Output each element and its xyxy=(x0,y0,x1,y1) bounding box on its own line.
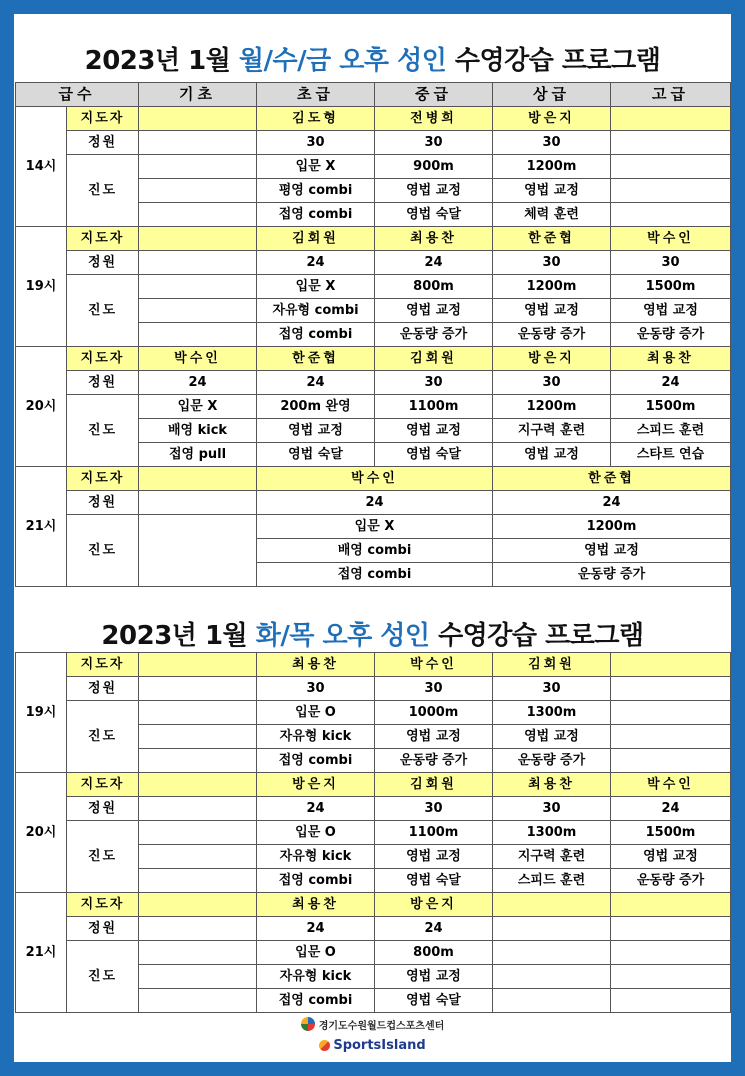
instructor-empty-cell xyxy=(139,467,257,491)
slot-capacity-row xyxy=(16,131,731,155)
progress-cell xyxy=(139,275,257,299)
progress-cell: 1300m xyxy=(493,821,611,845)
slot-progress-row xyxy=(16,941,731,965)
progress-cell: 운동량 증가 xyxy=(493,749,611,773)
slot-capacity-row xyxy=(16,677,731,701)
instructor-name-cell: 박수인 xyxy=(375,653,493,677)
capacity-cell xyxy=(139,797,257,821)
progress-cell: 입문 X xyxy=(257,275,375,299)
instructor-name-cell: 김회원 xyxy=(493,653,611,677)
capacity-label: 정원 xyxy=(67,677,139,701)
progress-cell: 1100m xyxy=(375,395,493,419)
capacity-cell: 30 xyxy=(375,371,493,395)
progress-cell: 1500m xyxy=(611,821,731,845)
slot-progress-row xyxy=(16,821,731,845)
progress-cell: 자유형 kick xyxy=(257,725,375,749)
instructor-name-cell: 한준협 xyxy=(493,467,731,491)
progress-cell: 영법 숙달 xyxy=(375,203,493,227)
progress-cell: 배영 kick xyxy=(139,419,257,443)
capacity-cell: 30 xyxy=(493,371,611,395)
progress-cell xyxy=(611,179,731,203)
slot-progress-row xyxy=(16,155,731,179)
capacity-cell: 24 xyxy=(493,491,731,515)
schedule-table-mwf xyxy=(15,82,731,587)
capacity-label: 정원 xyxy=(67,371,139,395)
title-highlight: 월/수/금 오후 성인 xyxy=(238,46,447,76)
progress-cell xyxy=(611,989,731,1013)
instructor-name-cell xyxy=(611,107,731,131)
time-cell: 21시 xyxy=(16,893,67,1013)
progress-cell: 접영 combi xyxy=(257,203,375,227)
column-header: 고급 xyxy=(611,83,731,107)
time-cell: 20시 xyxy=(16,347,67,467)
instructor-label: 지도자 xyxy=(67,773,139,797)
section1-title xyxy=(14,40,731,77)
instructor-label: 지도자 xyxy=(67,467,139,491)
instructor-name-cell xyxy=(139,227,257,251)
capacity-label: 정원 xyxy=(67,251,139,275)
capacity-cell: 30 xyxy=(375,677,493,701)
progress-cell: 접영 combi xyxy=(257,563,493,587)
title-suffix: 수영강습 프로그램 xyxy=(446,46,661,76)
instructor-name-cell: 한준협 xyxy=(493,227,611,251)
progress-cell: 영법 숙달 xyxy=(375,443,493,467)
instructor-name-cell xyxy=(611,653,731,677)
progress-cell: 접영 combi xyxy=(257,989,375,1013)
capacity-cell: 24 xyxy=(257,251,375,275)
instructor-name-cell: 한준협 xyxy=(257,347,375,371)
sports-island-logo-icon xyxy=(319,1040,330,1051)
footer-brand xyxy=(14,1038,731,1053)
progress-cell: 영법 숙달 xyxy=(375,989,493,1013)
instructor-name-cell: 방은지 xyxy=(257,773,375,797)
progress-cell: 영법 교정 xyxy=(493,539,731,563)
progress-label: 진도 xyxy=(67,941,139,1013)
footer-org xyxy=(301,1017,445,1032)
title-highlight: 화/목 오후 성인 xyxy=(255,621,430,651)
instructor-name-cell: 방은지 xyxy=(375,893,493,917)
progress-cell: 1500m xyxy=(611,275,731,299)
slot-instructor-row xyxy=(16,893,731,917)
capacity-label: 정원 xyxy=(67,797,139,821)
progress-cell: 영법 교정 xyxy=(493,179,611,203)
slot-progress-row xyxy=(16,275,731,299)
slot-progress-row xyxy=(16,515,731,539)
capacity-cell: 30 xyxy=(375,797,493,821)
instructor-name-cell: 김회원 xyxy=(257,227,375,251)
progress-cell xyxy=(139,821,257,845)
progress-cell: 영법 교정 xyxy=(375,725,493,749)
capacity-cell: 24 xyxy=(375,251,493,275)
progress-cell: 지구력 훈련 xyxy=(493,845,611,869)
title-suffix: 수영강습 프로그램 xyxy=(429,621,644,651)
instructor-name-cell: 최용찬 xyxy=(493,773,611,797)
progress-cell: 1100m xyxy=(375,821,493,845)
progress-cell xyxy=(611,701,731,725)
instructor-name-cell: 전병희 xyxy=(375,107,493,131)
progress-cell: 영법 교정 xyxy=(375,419,493,443)
progress-cell xyxy=(139,299,257,323)
capacity-cell: 24 xyxy=(257,797,375,821)
progress-cell: 배영 combi xyxy=(257,539,493,563)
progress-cell: 접영 combi xyxy=(257,323,375,347)
instructor-name-cell: 방은지 xyxy=(493,347,611,371)
progress-cell: 입문 X xyxy=(139,395,257,419)
progress-label: 진도 xyxy=(67,515,139,587)
progress-cell: 운동량 증가 xyxy=(493,323,611,347)
instructor-name-cell: 박수인 xyxy=(611,773,731,797)
progress-cell xyxy=(139,725,257,749)
progress-cell: 900m xyxy=(375,155,493,179)
slot-capacity-row xyxy=(16,917,731,941)
capacity-cell xyxy=(611,131,731,155)
column-header: 상급 xyxy=(493,83,611,107)
capacity-cell xyxy=(139,131,257,155)
progress-cell: 접영 combi xyxy=(257,869,375,893)
progress-label: 진도 xyxy=(67,155,139,227)
progress-cell xyxy=(611,941,731,965)
progress-cell: 800m xyxy=(375,275,493,299)
progress-cell xyxy=(611,155,731,179)
progress-cell: 영법 교정 xyxy=(257,419,375,443)
progress-cell: 스피드 훈련 xyxy=(493,869,611,893)
capacity-cell: 24 xyxy=(611,371,731,395)
slot-instructor-row xyxy=(16,347,731,371)
progress-cell: 영법 교정 xyxy=(493,725,611,749)
title-prefix: 2023년 1월 xyxy=(101,621,256,651)
progress-cell: 입문 O xyxy=(257,941,375,965)
capacity-cell: 30 xyxy=(493,677,611,701)
instructor-name-cell: 최용찬 xyxy=(257,653,375,677)
progress-cell xyxy=(139,965,257,989)
progress-cell xyxy=(611,965,731,989)
instructor-name-cell: 김회원 xyxy=(375,347,493,371)
time-cell: 20시 xyxy=(16,773,67,893)
capacity-cell: 24 xyxy=(257,491,493,515)
instructor-name-cell xyxy=(493,893,611,917)
capacity-cell xyxy=(139,917,257,941)
capacity-label: 정원 xyxy=(67,131,139,155)
capacity-cell: 30 xyxy=(257,131,375,155)
slot-capacity-row xyxy=(16,491,731,515)
instructor-name-cell xyxy=(139,107,257,131)
progress-cell: 영법 교정 xyxy=(493,443,611,467)
progress-cell: 영법 숙달 xyxy=(375,869,493,893)
progress-label: 진도 xyxy=(67,821,139,893)
slot-capacity-row xyxy=(16,371,731,395)
capacity-cell: 30 xyxy=(375,131,493,155)
progress-cell: 1200m xyxy=(493,395,611,419)
progress-cell: 자유형 kick xyxy=(257,965,375,989)
instructor-name-cell: 최용찬 xyxy=(257,893,375,917)
instructor-name-cell: 김도형 xyxy=(257,107,375,131)
progress-cell: 영법 교정 xyxy=(611,299,731,323)
instructor-name-cell: 최용찬 xyxy=(611,347,731,371)
progress-cell xyxy=(139,941,257,965)
column-header: 중급 xyxy=(375,83,493,107)
progress-cell: 영법 교정 xyxy=(611,845,731,869)
progress-cell: 입문 O xyxy=(257,701,375,725)
instructor-name-cell xyxy=(139,893,257,917)
progress-cell: 1200m xyxy=(493,155,611,179)
progress-cell: 접영 combi xyxy=(257,749,375,773)
progress-cell: 체력 훈련 xyxy=(493,203,611,227)
capacity-cell xyxy=(139,251,257,275)
progress-cell: 1500m xyxy=(611,395,731,419)
progress-cell: 1200m xyxy=(493,515,731,539)
slot-capacity-row xyxy=(16,251,731,275)
progress-cell xyxy=(139,701,257,725)
progress-cell: 1000m xyxy=(375,701,493,725)
progress-cell: 영법 숙달 xyxy=(257,443,375,467)
slot-progress-row xyxy=(16,395,731,419)
capacity-cell xyxy=(493,917,611,941)
column-header: 급수 xyxy=(16,83,139,107)
progress-cell xyxy=(139,179,257,203)
slot-instructor-row xyxy=(16,107,731,131)
instructor-label: 지도자 xyxy=(67,227,139,251)
progress-cell: 800m xyxy=(375,941,493,965)
progress-cell xyxy=(611,749,731,773)
footer xyxy=(14,1016,731,1058)
progress-cell: 운동량 증가 xyxy=(611,869,731,893)
capacity-label: 정원 xyxy=(67,917,139,941)
progress-cell xyxy=(611,203,731,227)
progress-label: 진도 xyxy=(67,275,139,347)
progress-label: 진도 xyxy=(67,395,139,467)
progress-cell xyxy=(139,845,257,869)
instructor-name-cell: 박수인 xyxy=(257,467,493,491)
progress-cell: 운동량 증가 xyxy=(611,323,731,347)
instructor-name-cell xyxy=(139,773,257,797)
progress-cell: 입문 X xyxy=(257,515,493,539)
instructor-name-cell: 최용찬 xyxy=(375,227,493,251)
section2-title xyxy=(14,615,731,652)
progress-cell: 운동량 증가 xyxy=(375,323,493,347)
time-cell: 19시 xyxy=(16,227,67,347)
capacity-cell: 24 xyxy=(257,917,375,941)
instructor-label: 지도자 xyxy=(67,107,139,131)
progress-cell xyxy=(611,725,731,749)
progress-cell xyxy=(139,323,257,347)
progress-empty-cell xyxy=(139,515,257,587)
progress-cell: 스피드 훈련 xyxy=(611,419,731,443)
slot-instructor-row xyxy=(16,653,731,677)
progress-cell: 입문 O xyxy=(257,821,375,845)
footer-brand-text: SportsIsland xyxy=(333,1038,426,1053)
instructor-label: 지도자 xyxy=(67,893,139,917)
capacity-cell: 30 xyxy=(611,251,731,275)
instructor-name-cell xyxy=(139,653,257,677)
progress-cell xyxy=(139,989,257,1013)
capacity-cell: 24 xyxy=(375,917,493,941)
slot-capacity-row xyxy=(16,797,731,821)
progress-label: 진도 xyxy=(67,701,139,773)
instructor-name-cell: 박수인 xyxy=(611,227,731,251)
header-row xyxy=(16,83,731,107)
schedule-table-tt xyxy=(15,652,731,1013)
capacity-cell: 24 xyxy=(611,797,731,821)
progress-cell: 자유형 combi xyxy=(257,299,375,323)
progress-cell: 영법 교정 xyxy=(375,299,493,323)
progress-cell xyxy=(139,155,257,179)
progress-cell: 200m 완영 xyxy=(257,395,375,419)
progress-cell: 운동량 증가 xyxy=(375,749,493,773)
capacity-cell xyxy=(611,677,731,701)
progress-cell: 영법 교정 xyxy=(375,965,493,989)
capacity-cell xyxy=(611,917,731,941)
schedule-page xyxy=(14,14,731,1062)
progress-cell: 스타트 연습 xyxy=(611,443,731,467)
progress-cell: 영법 교정 xyxy=(375,845,493,869)
instructor-name-cell xyxy=(611,893,731,917)
instructor-name-cell: 김회원 xyxy=(375,773,493,797)
progress-cell: 자유형 kick xyxy=(257,845,375,869)
capacity-label: 정원 xyxy=(67,491,139,515)
capacity-empty-cell xyxy=(139,491,257,515)
capacity-cell: 24 xyxy=(257,371,375,395)
capacity-cell: 24 xyxy=(139,371,257,395)
instructor-name-cell: 박수인 xyxy=(139,347,257,371)
progress-cell: 영법 교정 xyxy=(375,179,493,203)
slot-instructor-row xyxy=(16,227,731,251)
progress-cell xyxy=(493,965,611,989)
footer-org-text: 경기도수원월드컵스포츠센터 xyxy=(318,1020,445,1032)
capacity-cell: 30 xyxy=(493,251,611,275)
capacity-cell: 30 xyxy=(493,131,611,155)
capacity-cell: 30 xyxy=(493,797,611,821)
slot-progress-row xyxy=(16,701,731,725)
progress-cell: 1300m xyxy=(493,701,611,725)
progress-cell: 입문 X xyxy=(257,155,375,179)
progress-cell: 영법 교정 xyxy=(493,299,611,323)
capacity-cell: 30 xyxy=(257,677,375,701)
instructor-name-cell: 방은지 xyxy=(493,107,611,131)
title-prefix: 2023년 1월 xyxy=(84,46,239,76)
progress-cell xyxy=(493,989,611,1013)
instructor-label: 지도자 xyxy=(67,653,139,677)
slot-instructor-row xyxy=(16,467,731,491)
time-cell: 19시 xyxy=(16,653,67,773)
capacity-cell xyxy=(139,677,257,701)
progress-cell xyxy=(139,869,257,893)
instructor-label: 지도자 xyxy=(67,347,139,371)
column-header: 기초 xyxy=(139,83,257,107)
progress-cell: 평영 combi xyxy=(257,179,375,203)
progress-cell xyxy=(493,941,611,965)
progress-cell: 1200m xyxy=(493,275,611,299)
progress-cell xyxy=(139,749,257,773)
progress-cell: 지구력 훈련 xyxy=(493,419,611,443)
progress-cell xyxy=(139,203,257,227)
column-header: 초급 xyxy=(257,83,375,107)
time-cell: 21시 xyxy=(16,467,67,587)
time-cell: 14시 xyxy=(16,107,67,227)
progress-cell: 운동량 증가 xyxy=(493,563,731,587)
slot-instructor-row xyxy=(16,773,731,797)
progress-cell: 접영 pull xyxy=(139,443,257,467)
sports-center-logo-icon xyxy=(301,1017,315,1031)
